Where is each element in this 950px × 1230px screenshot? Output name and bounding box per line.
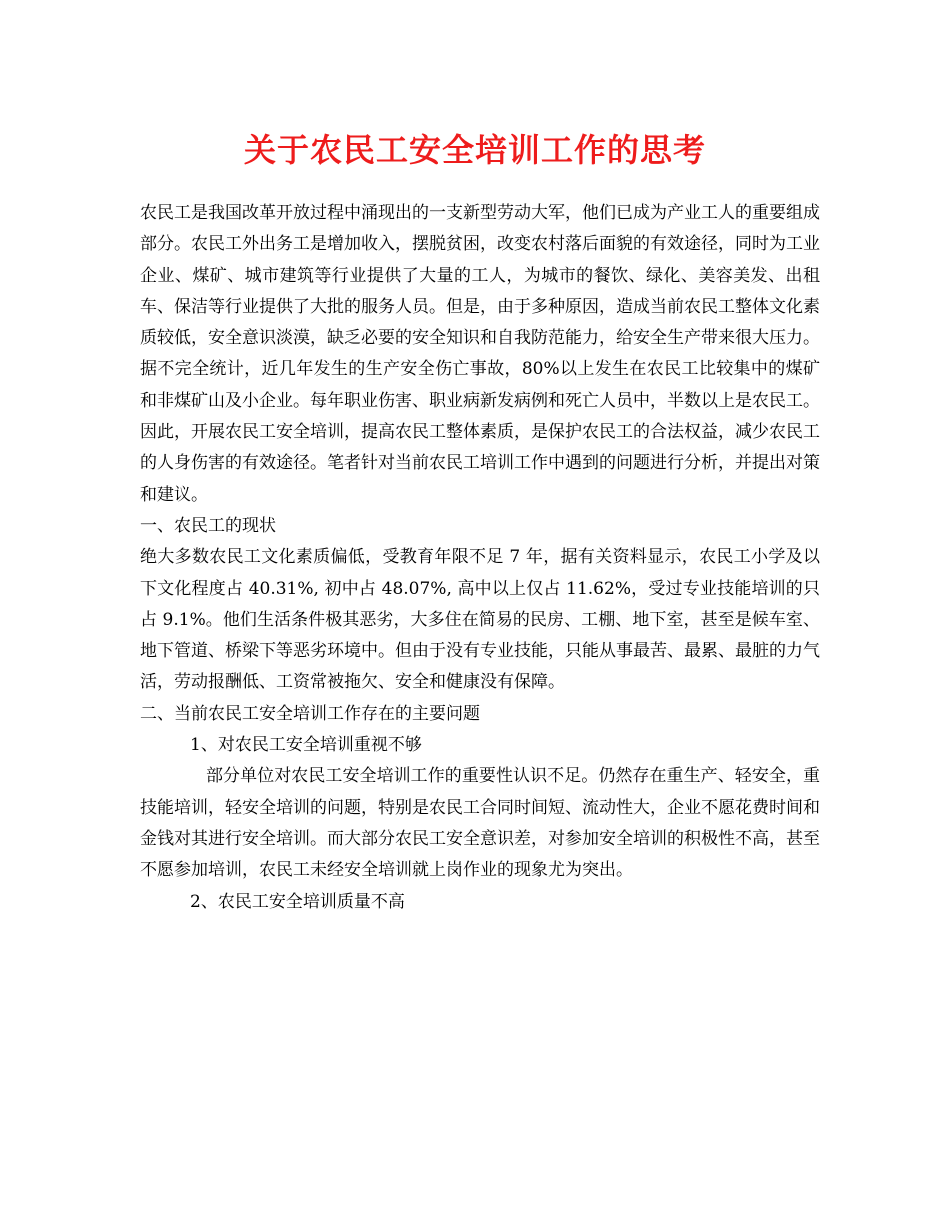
section2-sub1-paragraph: 部分单位对农民工安全培训工作的重要性认识不足。仍然存在重生产、轻安全，重技能培训，轻安全培训的问题，特别是农民工合同时间短、流动性大，企业不愿花费时间和金钱对其进行安全培训。而大部分农民工安全意识差，对参加安全培训的积极性不高，甚至不愿参加培训，农民工未经安全培训就上岗作业的现象尤为突出。 [140, 766, 820, 881]
document-body [140, 198, 820, 918]
intro-paragraph: 农民工是我国改革开放过程中涌现出的一支新型劳动大军，他们已成为产业工人的重要组成部分。农民工外出务工是增加收入，摆脱贫困，改变农村落后面貌的有效途径，同时为工业企业、煤矿、城市建筑等行业提供了大量的工人，为城市的餐饮、绿化、美容美发、出租车、保洁等行业提供了大批的服务人员。但是，由于多种原因，造成当前农民工整体文化素质较低，安全意识淡漠，缺乏必要的安全知识和自我防范能力，给安全生产带来很大压力。据不完全统计，近几年发生的生产安全伤亡事故，80%以上发生在农民工比较集中的煤矿和非煤矿山及小企业。每年职业伤害、职业病新发病例和死亡人员中，半数以上是农民工。因此，开展农民工安全培训，提高农民工整体素质，是保护农民工的合法权益，减少农民工的人身伤害的有效途径。笔者针对当前农民工培训工作中遇到的问题进行分析，并提出对策和建议。 [140, 203, 820, 505]
section2-sub2-heading: 2、农民工安全培训质量不高 [190, 891, 405, 912]
document-title: 关于农民工安全培训工作的思考 [243, 131, 706, 169]
section2-sub1-heading: 1、对农民工安全培训重视不够 [190, 735, 422, 756]
section2-heading: 二、当前农民工安全培训工作存在的主要问题 [140, 703, 480, 724]
section1-heading: 一、农民工的现状 [140, 515, 276, 536]
section1-paragraph: 绝大多数农民工文化素质偏低，受教育年限不足 7 年，据有关资料显示，农民工小学及以下文化程度占 40.31%, 初中占 48.07%, 高中以上仅占 11.62%，受过专业技能培训的只占 9.1%。他们生活条件极其恶劣，大多住在简易的民房、工棚、地下室，甚至是候车室、地下管道、桥梁下等恶劣环境中。但由于没有专业技能，只能从事最苦、最累、最脏的力气活，劳动报酬低、工资常被拖欠、安全和健康没有保障。 [140, 547, 820, 693]
